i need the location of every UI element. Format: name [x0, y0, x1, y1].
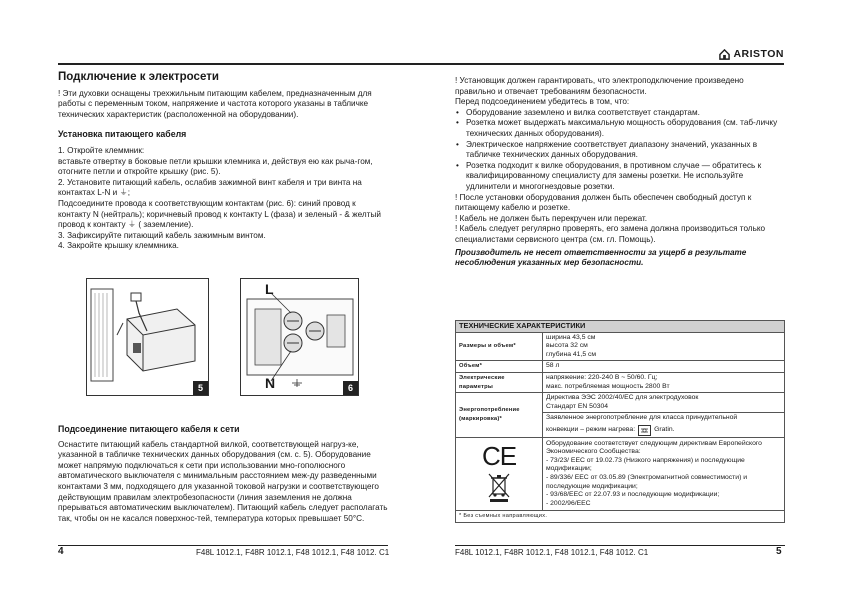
- table-row: [456, 372, 785, 392]
- disclaimer: Производитель не несет ответственности за ущерб в результате несоблюдения указанных мер безопасности.: [455, 247, 747, 268]
- step-2-wires: Подсоедините провода к соответствующим контактам (рис. 6): синий провод к контакту N (нейтраль); коричневый провод к контакту L (фаза) и зеленый - & желтый провод к контакту ⏚ ( заземление).: [58, 198, 381, 230]
- gratin-mode-icon: [638, 425, 651, 436]
- value-depth: глубина 41,5 см: [546, 350, 597, 358]
- label-volume: Объем*: [456, 361, 543, 373]
- step-1-detail: вставьте отвертку в боковые петли крышки клемника и, действуя ею как рыча-гом, отогните петли и откройте крышку (рис. 5).: [58, 156, 373, 177]
- label-dimensions: Размеры и объем*: [456, 332, 543, 361]
- intro-text: ! Эти духовки оснащены трехжильным питающим кабелем, предназначенным для работы с переменным током, напряжение и частота которого указаны в табличке технических характеристик (расположенной на оборудовании).: [58, 88, 372, 119]
- ce-cell: [456, 437, 543, 510]
- footer-rule-right: [455, 545, 785, 546]
- warning-installer: ! Установщик должен гарантировать, что электроподключение произведено правильно и отвечает требованиям безопасности.: [455, 76, 744, 96]
- left-column-top: [58, 72, 388, 252]
- footer-models-right: F48L 1012.1, F48R 1012.1, F48 1012.1, F48 1012. C1: [455, 548, 649, 557]
- brand-logo: [719, 48, 784, 60]
- figure-number-5: 5: [193, 381, 208, 395]
- connect-text: Оснастите питающий кабель стандартной вилкой, соответствующей нагруз-ке, указанной в табличке технических данных оборудования (см. с. 5). Оборудование может напрямую подключаться к сети при использовании мно-гополюсного автоматического выключателя с минимальным расстоянием меж-ду разведенными контактами 3 мм, подходящего для указанной токовой нагрузки и соответствующего действующим правилам электробезопасности (линия заземления не должна прерываться автоматическим выключателем). Питающий кабель следует располагать так, чтобы он не касался поверхнос-тей, температура которых превышает 50°C.: [58, 439, 388, 523]
- section-heading: Подключение к электросети: [58, 71, 219, 83]
- warning-twist: ! Кабель не должен быть перекручен или пережат.: [455, 213, 648, 223]
- value-eec-89: - 89/336/ EEC от 03.05.89 (Электромагнитной совместимости) и последующие модификации;: [546, 473, 748, 490]
- label-l: L: [265, 281, 274, 297]
- ce-mark: CE: [481, 441, 517, 472]
- brand-name: ARISTON: [733, 48, 784, 60]
- value-standard: Стандарт EN 50304: [546, 402, 609, 410]
- page-number-right: 5: [776, 546, 782, 557]
- subheading-install: Установка питающего кабеля: [58, 129, 187, 140]
- step-3: 3. Зафиксируйте питающий кабель зажимным винтом.: [58, 230, 266, 240]
- step-1: 1. Откройте клеммник:: [58, 145, 145, 155]
- figure-5: [86, 278, 209, 396]
- warning-access: ! После установки оборудования должен быть обеспечен свободный доступ к питающему кабелю и розетке.: [455, 192, 752, 213]
- header-rule: [58, 63, 784, 65]
- value-volume: 58 л: [543, 361, 785, 373]
- footer-models-left: F48L 1012.1, F48R 1012.1, F48 1012.1, F48 1012. C1: [196, 548, 390, 557]
- house-logo-icon: [719, 49, 730, 60]
- table-row: [456, 332, 785, 361]
- bullet-item: • Оборудование заземлено и вилка соответствует стандартам.: [455, 108, 785, 119]
- label-electrical: Электрические параметры: [456, 372, 543, 392]
- table-row: [456, 361, 785, 373]
- weee-bin-icon: [486, 472, 512, 502]
- bullet-item: • Розетка может выдержать максимальную мощность оборудования (см. таб-личку технических данных оборудования).: [455, 118, 785, 139]
- value-gratin: Gratin.: [654, 426, 675, 434]
- value-eec-2002: - 2002/96/EEC: [546, 499, 591, 507]
- step-4: 4. Закройте крышку клеммника.: [58, 241, 179, 251]
- value-voltage: напряжение: 220-240 В ~ 50/60. Гц;: [546, 373, 658, 381]
- table-row: [456, 393, 785, 413]
- table-row: [456, 437, 785, 510]
- value-heating-mode: конвекции – режим нагрева:: [546, 426, 636, 434]
- label-energy: Энергопотребление (маркировка)*: [456, 393, 543, 438]
- terminal-cover-illustration: [87, 279, 208, 395]
- value-width: ширина 43,5 см: [546, 333, 596, 341]
- value-directive: Директива ЭЭС 2002/40/EC для электродуховок: [546, 394, 699, 402]
- value-power: макс. потребляемая мощность 2800 Вт: [546, 382, 670, 390]
- label-n: N: [265, 375, 276, 391]
- figure-number-6: 6: [343, 381, 358, 395]
- subheading-connect: Подсоединение питающего кабеля к сети: [58, 424, 240, 434]
- warning-replace: ! Кабель следует регулярно проверять, его замена должна производиться только специалистами сервисного центра (см. гл. Помощь).: [455, 224, 766, 244]
- bullet-item: • Электрическое напряжение соответствует диапазону значений, указанных в табличке технических данных оборудования.: [455, 140, 785, 161]
- spec-table-wrapper: [455, 320, 785, 523]
- value-height: высота 32 см: [546, 342, 588, 350]
- before-connecting: Перед подсоединением убедитесь в том, что:: [455, 97, 630, 107]
- value-eec-intro: Оборудование соответствует следующим директивам Европейского Экономического Сообщества:: [546, 439, 762, 456]
- figure-6: [240, 278, 359, 396]
- footer-rule-left: [58, 545, 388, 546]
- value-energy-declared: Заявленное энергопотребление для класса принудительной: [546, 414, 738, 422]
- value-eec-93: - 93/68/EEC от 22.07.93 и последующие модификации;: [546, 491, 720, 499]
- left-column-bottom: [58, 424, 388, 524]
- spec-table-title: ТЕХНИЧЕСКИЕ ХАРАКТЕРИСТИКИ: [456, 321, 785, 333]
- bullet-item: • Розетка подходит к вилке оборудования, в противном случае — обратитесь к квалифицированному специалисту для замены розетки. Не используйте удлинители и многогнездовые розетки.: [455, 161, 785, 193]
- value-eec-73: - 73/23/ EEC от 19.02.73 (Низкого напряжения) и последующие модификации;: [546, 456, 745, 473]
- page-number-left: 4: [58, 546, 64, 557]
- right-column-text: [455, 76, 785, 269]
- step-2: 2. Установите питающий кабель, ослабив зажимной винт кабеля и три винта на контактах L-N и ⏚;: [58, 177, 362, 198]
- spec-table: [455, 320, 785, 523]
- terminal-block-diagram: [241, 279, 358, 395]
- table-note: * Без съемных направляющих.: [456, 510, 785, 522]
